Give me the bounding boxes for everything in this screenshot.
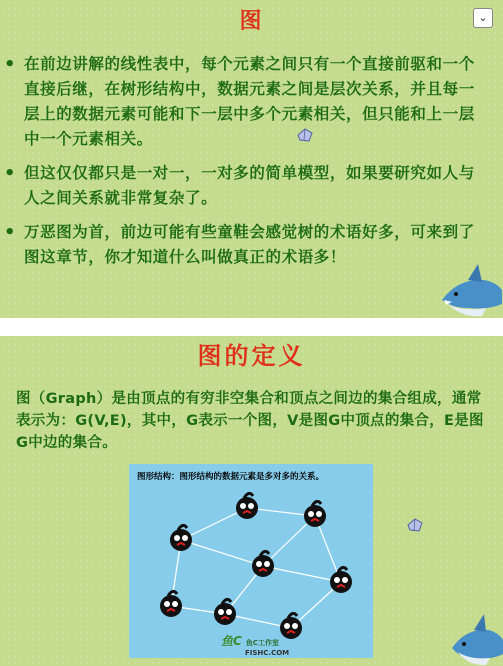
graph-vertex (160, 591, 182, 617)
graph-vertex (170, 525, 192, 551)
chevron-down-icon[interactable]: ⌄ (473, 8, 493, 28)
slide-title: 图的定义 (197, 342, 306, 370)
bullet-item (4, 161, 488, 211)
fishc-logo (221, 632, 289, 657)
graph-vertex (214, 599, 236, 625)
bullet-text: 万恶图为首，前边可能有些童鞋会感觉树的术语好多，可来到了图这章节，你才知道什么叫做真正的术语多！ (24, 223, 475, 266)
graph-vertex (330, 567, 352, 593)
bullet-item (4, 220, 488, 270)
bullet-text: 在前边讲解的线性表中，每个元素之间只有一个直接前驱和一个直接后继，在树形结构中，数据元素之间是层次关系，并且每一层上的数据元素可能和下一层中多个元素相关，但只能和上一层中一个元素相关。 (24, 55, 475, 148)
logo-url: FISHC.COM (245, 649, 290, 657)
definition-text: 图（Graph）是由顶点的有穷非空集合和顶点之间边的集合组成，通常表示为：G(V,E)，其中，G表示一个图，V是图G中顶点的集合，E是图G中边的集合。 (16, 391, 484, 451)
slide-graph-intro (0, 0, 503, 318)
graph-diagram (129, 464, 373, 658)
graph-vertex (236, 493, 258, 519)
graph-vertices (160, 493, 352, 639)
bullet-item (4, 52, 488, 152)
shark-icon (438, 260, 503, 318)
slide-title: 图 (239, 9, 264, 34)
bullet-dot-icon: • (4, 222, 17, 243)
logo-name: 鱼C工作室 (245, 639, 279, 647)
graph-vertex (304, 501, 326, 527)
figure-caption: 图形结构：图形结构的数据元素是多对多的关系。 (137, 472, 325, 482)
bullet-dot-icon: • (4, 163, 17, 184)
graph-figure (129, 464, 373, 658)
logo-mark: 鱼C (221, 634, 242, 648)
bullet-list (4, 52, 488, 279)
crystal-icon (296, 128, 314, 142)
shark-icon (448, 608, 503, 666)
slide-graph-definition (0, 336, 503, 666)
graph-vertex (252, 551, 274, 577)
bullet-text: 但这仅仅都只是一对一，一对多的简单模型，如果要研究如人与人之间关系就非常复杂了。 (24, 164, 475, 207)
crystal-icon (406, 518, 424, 532)
bullet-dot-icon: • (4, 54, 17, 75)
